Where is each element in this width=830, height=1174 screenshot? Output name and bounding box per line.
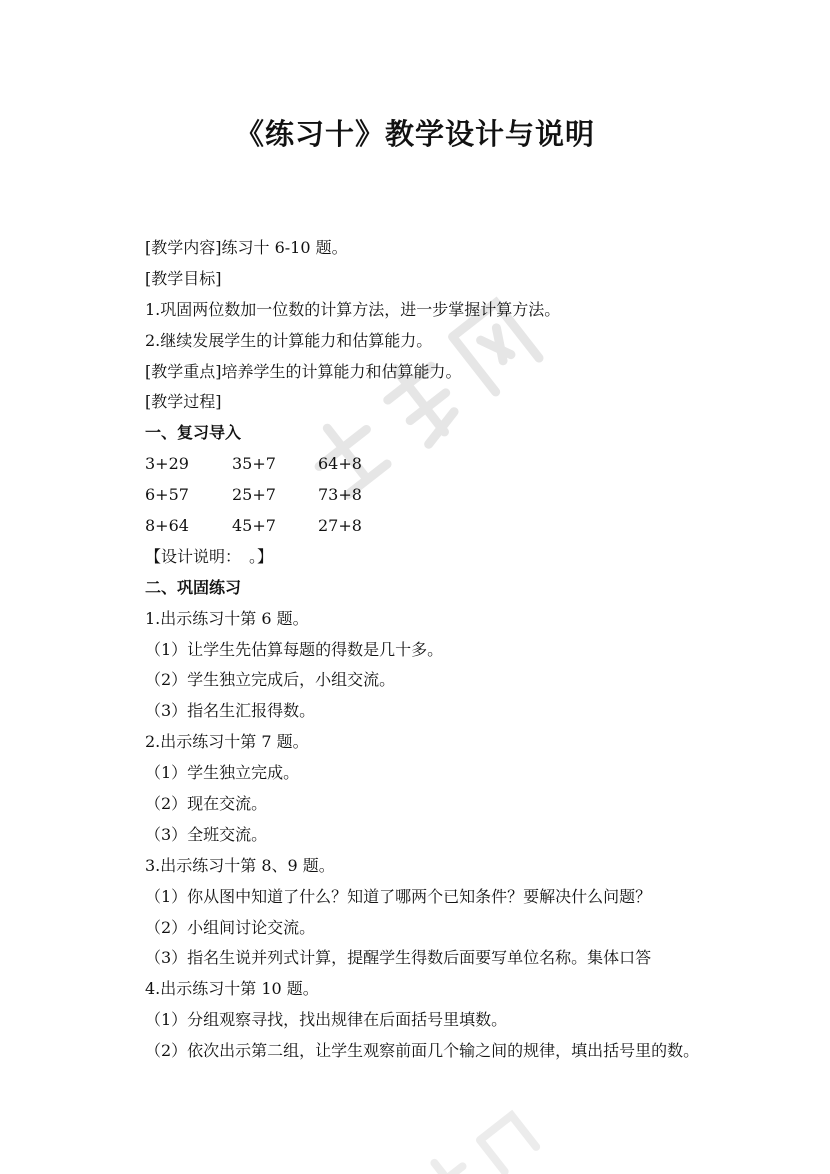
text-line: 2.继续发展学生的计算能力和估算能力。 (145, 330, 433, 350)
text-line: [教学重点]培养学生的计算能力和估算能力。 (145, 361, 462, 381)
text-line: 4.出示练习十第 10 题。 (145, 979, 319, 999)
calc-expression: 25+7 (232, 485, 276, 505)
text-line: （2）小组间讨论交流。 (145, 917, 316, 937)
text-line: 【设计说明： 。】 (145, 546, 274, 566)
text-line: （3）指名生汇报得数。 (145, 701, 316, 721)
text-line: （1）让学生先估算每题的得数是几十多。 (145, 639, 444, 659)
document-body (145, 233, 765, 1067)
text-line: [教学内容]练习十 6-10 题。 (145, 238, 348, 257)
calc-expression: 64+8 (318, 454, 362, 474)
calc-row (145, 511, 765, 542)
calc-row (145, 449, 765, 480)
text-line: （3）全班交流。 (145, 824, 268, 844)
section-heading: 一、复习导入 (145, 423, 242, 443)
text-line: （1）学生独立完成。 (145, 763, 300, 783)
text-line: 1.巩固两位数加一位数的计算方法，进一步掌握计算方法。 (145, 299, 561, 319)
text-line: [教学目标] (145, 268, 222, 288)
text-line: 1.出示练习十第 6 题。 (145, 608, 309, 628)
text-line: （1）你从图中知道了什么？知道了哪两个已知条件？要解决什么问题？ (145, 886, 652, 906)
text-line: （2）现在交流。 (145, 794, 268, 814)
text-line: （2）学生独立完成后，小组交流。 (145, 670, 396, 690)
page-title: 《练习十》教学设计与说明 (234, 117, 595, 151)
calc-expression: 73+8 (318, 485, 362, 505)
text-line: 2.出示练习十第 7 题。 (145, 732, 309, 752)
text-line: （1）分组观察寻找，找出规律在后面括号里填数。 (145, 1010, 508, 1030)
section-heading: 二、巩固练习 (145, 577, 242, 597)
text-line: （3）指名生说并列式计算，提醒学生得数后面要写单位名称。集体口答 (145, 948, 652, 968)
watermark-fragment-icon (380, 1080, 580, 1174)
calc-expression: 35+7 (232, 454, 276, 474)
calc-expression: 8+64 (145, 516, 189, 536)
calc-expression: 6+57 (145, 485, 189, 505)
text-line: （2）依次出示第二组，让学生观察前面几个输之间的规律，填出括号里的数。 (145, 1041, 700, 1061)
text-line: [教学过程] (145, 392, 222, 412)
calc-row (145, 480, 765, 511)
calc-expression: 45+7 (232, 516, 276, 536)
calc-expression: 27+8 (318, 516, 362, 536)
calc-expression: 3+29 (145, 454, 189, 474)
text-line: 3.出示练习十第 8、9 题。 (145, 855, 335, 875)
